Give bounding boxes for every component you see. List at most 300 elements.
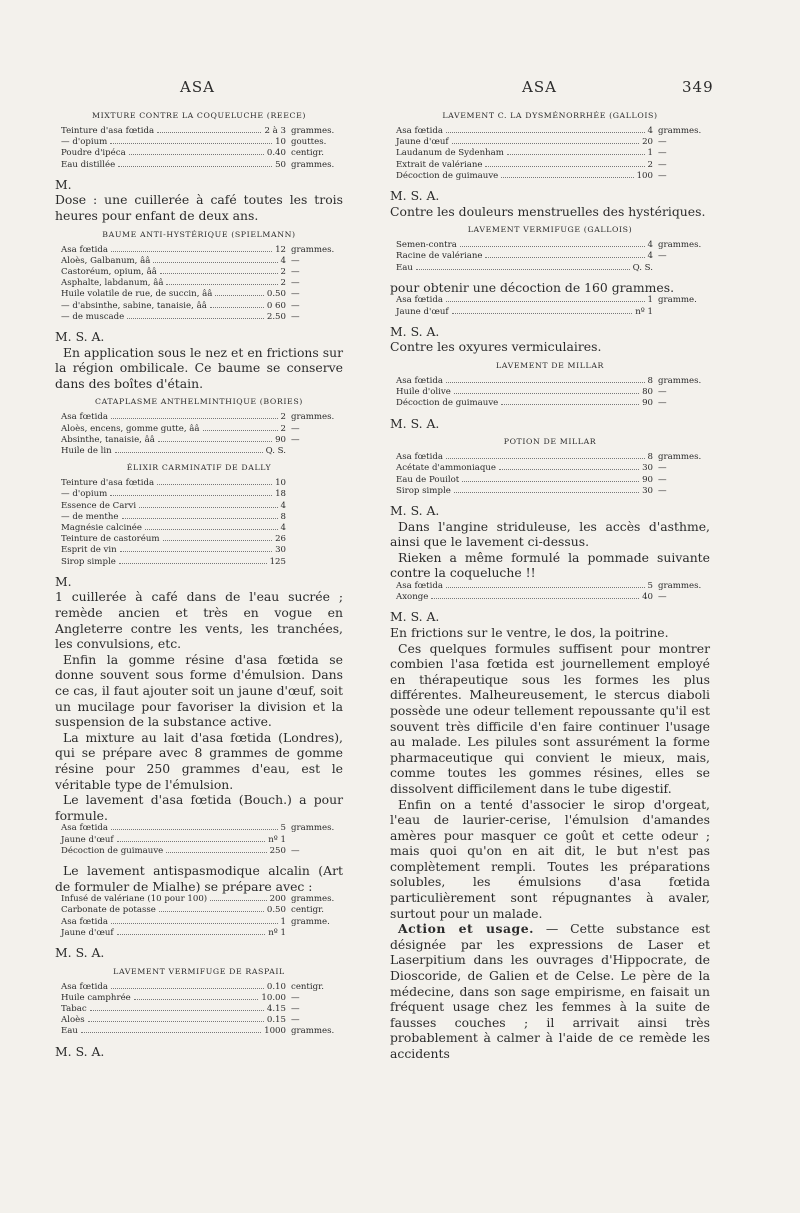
dot-leader <box>110 495 272 496</box>
ingredient-row <box>61 1026 343 1037</box>
ingredient-unit: centigr. <box>291 148 325 159</box>
dot-leader <box>431 598 639 599</box>
ingredient-name: Tabac <box>61 1003 87 1014</box>
ingredient-row <box>61 312 343 323</box>
paragraph <box>55 730 343 792</box>
dot-leader <box>81 1032 261 1033</box>
ingredient-name: Eau de Pouilot <box>396 474 460 485</box>
dot-leader <box>117 934 266 935</box>
ingredient-quantity: 8 <box>647 452 653 463</box>
ingredient-quantity: 2 <box>280 423 286 434</box>
dot-leader <box>119 563 267 564</box>
ingredient-name: Asa fœtida <box>61 916 108 927</box>
ingredient-row <box>396 592 710 603</box>
ingredient-quantity: 18 <box>275 489 286 500</box>
ingredient-name: Sirop simple <box>61 556 116 567</box>
ingredient-name: Teinture d'asa fœtida <box>61 478 155 489</box>
ingredient-unit: — <box>658 159 667 170</box>
dot-leader <box>446 587 645 588</box>
ingredient-name: Aloès, encens, gomme gutte, ââ <box>61 423 200 434</box>
ingredient-quantity: 1 <box>280 916 286 927</box>
ingredient-name: Asa fœtida <box>396 126 443 136</box>
ingredient-row <box>396 148 710 159</box>
ingredient-name: Eau distillée <box>61 159 116 170</box>
ingredient-row <box>61 424 343 435</box>
ingredient-quantity: 1000 <box>264 1026 286 1037</box>
ingredient-unit: — <box>658 474 667 485</box>
ingredient-row <box>61 301 343 312</box>
ingredient-quantity: 4 <box>647 126 653 136</box>
ingredient-row <box>396 398 710 409</box>
mix-instruction: M. S. A. <box>390 415 440 431</box>
dot-leader <box>166 284 277 285</box>
mix-instruction: M. S. A. <box>390 323 440 339</box>
ingredient-unit: — <box>291 1003 300 1014</box>
ingredient-row <box>61 523 343 534</box>
ingredient-unit: grammes. <box>658 240 702 251</box>
paragraph-text: Rieken a même formulé la pommade suivante contre la coqueluche !! <box>390 549 710 581</box>
ingredient-name: Semen-contra <box>396 240 457 251</box>
paragraph <box>390 280 710 296</box>
ingredient-quantity: 10 <box>275 478 286 489</box>
ingredient-name: Essence de Carvi <box>61 500 137 511</box>
dot-leader <box>454 492 639 493</box>
ingredient-unit: centigr. <box>291 981 325 992</box>
dot-leader <box>446 458 645 459</box>
ingredient-quantity: 4 <box>647 240 653 251</box>
recipe-table <box>396 126 710 182</box>
ingredient-name: Asa fœtida <box>61 981 108 992</box>
ingredient-unit: — <box>291 289 300 300</box>
ingredient-unit: grammes. <box>291 894 335 905</box>
ingredient-quantity: 50 <box>275 159 286 170</box>
paragraph <box>390 625 710 641</box>
dot-leader <box>111 829 278 830</box>
ingredient-quantity: 10.00 <box>261 992 286 1003</box>
ingredient-row <box>396 581 710 592</box>
paragraph-text: Dans l'angine striduleuse, les accès d'asthme, ainsi que le lavement ci-dessus. <box>390 518 710 550</box>
ingredient-quantity: 0.10 <box>266 981 286 992</box>
dot-leader <box>153 262 277 263</box>
ingredient-unit: — <box>658 170 667 181</box>
paragraph <box>390 550 710 581</box>
ingredient-row <box>61 557 343 568</box>
paragraph-text: La mixture au lait d'asa fœtida (Londres), qui se prépare avec 8 grammes de gomme résine pour 250 grammes d'eau, est le véritable type de l'émulsion. <box>55 729 343 792</box>
mix-instruction: M. S. A. <box>55 944 105 960</box>
paragraph <box>55 792 343 823</box>
ingredient-name: Asa fœtida <box>61 244 108 255</box>
ingredient-row <box>61 160 343 171</box>
ingredient-name: Asa fœtida <box>396 580 443 591</box>
ingredient-name: Sirop simple <box>396 485 451 496</box>
dot-leader <box>122 518 278 519</box>
ingredient-row <box>61 148 343 159</box>
mix-instruction: M. S. A. <box>55 1043 105 1059</box>
ingredient-unit: grammes. <box>291 412 335 423</box>
ingredient-quantity: 0 60 <box>266 300 286 311</box>
dot-leader <box>452 313 633 314</box>
ingredient-row <box>61 894 343 905</box>
ingredient-row <box>396 263 710 274</box>
ingredient-row <box>396 307 710 318</box>
right-column <box>390 105 710 1062</box>
ingredient-row <box>396 295 710 306</box>
ingredient-row <box>61 278 343 289</box>
dot-leader <box>139 507 277 508</box>
ingredient-name: Infusé de valériane (10 pour 100) <box>61 894 208 905</box>
dot-leader <box>120 551 272 552</box>
ingredient-name: Huile volatile de rue, de succin, ââ <box>61 289 213 300</box>
dot-leader <box>446 132 645 133</box>
recipe-table <box>396 581 710 603</box>
ingredient-row <box>61 545 343 556</box>
ingredient-name: Jaune d'œuf <box>61 927 114 938</box>
dot-leader <box>134 999 259 1000</box>
ingredient-name: Aloès <box>61 1015 85 1026</box>
ingredient-quantity: 4 <box>280 523 286 534</box>
ingredient-quantity: 30 <box>275 545 286 556</box>
ingredient-name: Teinture de castoréum <box>61 534 160 545</box>
ingredient-row <box>61 928 343 939</box>
ingredient-unit: — <box>291 278 300 289</box>
recipe-table <box>61 823 343 857</box>
dot-leader <box>110 143 272 144</box>
ingredient-quantity: 0.40 <box>266 148 286 159</box>
dot-leader <box>454 393 639 394</box>
dot-leader <box>160 273 278 274</box>
ingredient-quantity: 30 <box>642 485 653 496</box>
ingredient-quantity: 10 <box>275 137 286 148</box>
ingredient-unit: centigr. <box>291 905 325 916</box>
ingredient-unit: gramme. <box>658 295 697 306</box>
ingredient-name: Acétate d'ammoniaque <box>396 463 496 474</box>
ingredient-quantity: 4 <box>647 251 653 262</box>
ingredient-quantity: nº 1 <box>635 306 653 317</box>
ingredient-row <box>61 489 343 500</box>
ingredient-unit: grammes. <box>291 159 335 170</box>
dot-leader <box>210 900 266 901</box>
running-head-right: ASA <box>522 78 557 96</box>
ingredient-quantity: 200 <box>269 894 286 905</box>
ingredient-unit: — <box>658 592 667 603</box>
ingredient-name: Huile camphrée <box>61 992 131 1003</box>
paragraph-text: Dose : une cuillerée à café toutes les trois heures pour enfant de deux ans. <box>55 192 343 223</box>
ingredient-unit: — <box>291 423 300 434</box>
paragraph <box>390 797 710 922</box>
ingredient-quantity: 30 <box>642 463 653 474</box>
ingredient-row <box>61 137 343 148</box>
ingredient-quantity: nº 1 <box>268 927 286 938</box>
mix-instruction: M. S. A. <box>390 609 440 625</box>
ingredient-unit: — <box>291 434 300 445</box>
ingredient-quantity: 0.50 <box>266 289 286 300</box>
ingredient-quantity: 4.15 <box>266 1003 286 1014</box>
recipe-table <box>61 478 343 568</box>
ingredient-row <box>61 905 343 916</box>
ingredient-unit: — <box>291 300 300 311</box>
ingredient-name: Huile d'olive <box>396 387 451 398</box>
ingredient-row <box>61 256 343 267</box>
ingredient-quantity: 2 <box>280 267 286 277</box>
paragraph <box>390 641 710 797</box>
ingredient-unit: — <box>658 398 667 409</box>
recipe-table <box>396 452 710 497</box>
ingredient-row <box>61 917 343 928</box>
ingredient-unit: — <box>291 267 300 277</box>
ingredient-row <box>396 387 710 398</box>
ingredient-row <box>61 289 343 300</box>
ingredient-unit: grammes. <box>291 126 335 136</box>
ingredient-name: — d'absinthe, sabine, tanaisie, ââ <box>61 300 207 311</box>
ingredient-quantity: 26 <box>275 534 286 545</box>
ingredient-unit: — <box>658 137 667 148</box>
ingredient-row <box>61 1004 343 1015</box>
ingredient-name: Jaune d'œuf <box>396 306 449 317</box>
ingredient-name: Asa fœtida <box>396 295 443 306</box>
ingredient-quantity: 0.50 <box>266 905 286 916</box>
dot-leader <box>210 307 264 308</box>
ingredient-quantity: 250 <box>269 845 286 856</box>
dot-leader <box>159 911 264 912</box>
paragraph <box>390 921 710 1061</box>
ingredient-name: — de muscade <box>61 311 125 322</box>
ingredient-unit: — <box>291 255 300 266</box>
dot-leader <box>111 251 272 252</box>
ingredient-quantity: 2 <box>280 412 286 423</box>
ingredient-quantity: nº 1 <box>268 834 286 845</box>
ingredient-name: Décoction de guimauve <box>61 845 164 856</box>
paragraph-text: Enfin la gomme résine d'asa fœtida se donne souvent sous forme d'émulsion. Dans ce cas, il faut ajouter soit un jaune d'œuf, soit un mucilage pour favoriser la division et la suspension de la substance active. <box>55 651 343 730</box>
recipe-title: CATAPLASME ANTHELMINTHIQUE (BORIES) <box>95 397 303 407</box>
ingredient-name: Eau <box>61 1026 78 1037</box>
ingredient-row <box>396 463 710 474</box>
ingredient-row <box>396 126 710 137</box>
dot-leader <box>446 301 645 302</box>
ingredient-unit: — <box>291 992 300 1003</box>
ingredient-row <box>61 512 343 523</box>
ingredient-quantity: 5 <box>280 823 286 834</box>
paragraph-text: Contre les douleurs menstruelles des hystériques. <box>390 203 706 219</box>
ingredient-quantity: 2 à 3 <box>264 126 286 136</box>
dot-leader <box>485 257 644 258</box>
ingredient-name: Racine de valériane <box>396 251 483 262</box>
dot-leader <box>163 540 273 541</box>
paragraph-text: Ces quelques formules suffisent pour montrer combien l'asa fœtida est journellement employé en thérapeutique sous les formes les plus différentes. Malheureusement, le stercus diaboli possède une odeur tellement repoussante qu'il est souvent très difficile d'en faire continuer l'usage au malade. Les pilules sont assurément la forme pharmaceutique qui convient le mieux, mais, comme toutes les gommes résines, elles se dissolvent difficilement dans le tube digestif. <box>390 640 710 796</box>
ingredient-unit: grammes. <box>291 244 335 255</box>
ingredient-unit: — <box>291 1015 300 1026</box>
left-column <box>55 105 343 1059</box>
ingredient-quantity: 1 <box>647 295 653 306</box>
ingredient-name: Asa fœtida <box>396 376 443 386</box>
recipe-title: BAUME ANTI-HYSTÉRIQUE (SPIELMANN) <box>102 229 296 239</box>
dot-leader <box>127 318 264 319</box>
ingredient-row <box>396 475 710 486</box>
ingredient-quantity: 90 <box>642 474 653 485</box>
mix-instruction: M. <box>55 176 72 192</box>
paragraph <box>390 519 710 550</box>
recipe-table <box>61 894 343 939</box>
running-head-left: ASA <box>180 78 215 96</box>
mix-instruction: M. S. A. <box>55 329 105 345</box>
paragraph <box>55 652 343 730</box>
ingredient-unit: grammes. <box>658 376 702 386</box>
recipe-title: LAVEMENT VERMIFUGE (GALLOIS) <box>467 225 633 235</box>
recipe-title: LAVEMENT C. LA DYSMÉNORRHÉE (GALLOIS) <box>442 111 658 120</box>
ingredient-row <box>61 534 343 545</box>
dot-leader <box>462 481 639 482</box>
dot-leader <box>111 418 278 419</box>
recipe-title: ÉLIXIR CARMINATIF DE DALLY <box>126 463 272 473</box>
paragraph-text: En application sous le nez et en frictions sur la région ombilicale. Ce baume se conserve dans des boîtes d'étain. <box>55 344 343 391</box>
ingredient-name: — de menthe <box>61 511 119 522</box>
ingredient-quantity: 2 <box>280 278 286 289</box>
recipe-table <box>61 126 343 171</box>
dot-leader <box>501 177 633 178</box>
paragraph <box>55 863 343 894</box>
ingredient-name: Teinture d'asa fœtida <box>61 126 155 136</box>
dot-leader <box>129 154 264 155</box>
ingredient-name: Axonge <box>396 592 429 603</box>
paragraph <box>55 589 343 651</box>
recipe-title: POTION DE MILLAR <box>503 437 597 447</box>
ingredient-unit: — <box>291 311 300 322</box>
ingredient-quantity: 2.50 <box>266 311 286 322</box>
ingredient-row <box>61 446 343 457</box>
ingredient-name: Magnésie calcinée <box>61 523 142 534</box>
paragraph-text: En frictions sur le ventre, le dos, la poitrine. <box>390 624 669 640</box>
paragraph-text: — Cette substance est désignée par les expressions de Laser et Laserpitium dans les ouvrages d'Hippocrate, de Dioscoride, de Galien et de Celse. Le père de la médecine, dans son sage empirisme, en faisait un fréquent usage chez les femmes à la suite de fausses couches ; il arrivait ainsi très probablement à calmer à l'aide de ce remède les accidents <box>390 921 710 1062</box>
ingredient-unit: — <box>658 251 667 262</box>
ingredient-row <box>396 376 710 387</box>
recipe-table <box>396 376 710 410</box>
dot-leader <box>460 246 645 247</box>
recipe-table <box>396 240 710 274</box>
ingredient-name: Esprit de vin <box>61 545 117 556</box>
ingredient-name: Asa fœtida <box>396 452 443 463</box>
dot-leader <box>157 132 261 133</box>
ingredient-row <box>61 267 343 278</box>
ingredient-name: Asa fœtida <box>61 823 108 834</box>
ingredient-unit: grammes. <box>291 1026 335 1037</box>
ingredient-quantity: 8 <box>280 511 286 522</box>
ingredient-name: Aloès, Galbanum, ââ <box>61 255 151 266</box>
paragraph <box>390 339 710 355</box>
ingredient-quantity: 40 <box>642 592 653 603</box>
ingredient-row <box>61 435 343 446</box>
ingredient-row <box>61 823 343 834</box>
ingredient-row <box>61 126 343 137</box>
ingredient-name: Jaune d'œuf <box>61 834 114 845</box>
dot-leader <box>166 852 266 853</box>
recipe-table <box>61 982 343 1038</box>
dot-leader <box>485 166 644 167</box>
ingredient-quantity: 125 <box>269 556 286 567</box>
recipe-table <box>61 245 343 323</box>
ingredient-name: Asa fœtida <box>61 412 108 423</box>
ingredient-row <box>396 240 710 251</box>
ingredient-quantity: 8 <box>647 376 653 386</box>
ingredient-row <box>61 982 343 993</box>
ingredient-name: Poudre d'ipéca <box>61 148 126 159</box>
ingredient-name: Castoréum, opium, ââ <box>61 267 157 277</box>
dot-leader <box>507 154 645 155</box>
ingredient-unit: grammes. <box>658 580 702 591</box>
ingredient-unit: grammes. <box>291 823 335 834</box>
ingredient-quantity: 4 <box>280 255 286 266</box>
ingredient-unit: — <box>658 387 667 398</box>
paragraph-text: pour obtenir une décoction de 160 grammes. <box>390 279 675 295</box>
dot-leader <box>118 166 272 167</box>
ingredient-row <box>61 993 343 1004</box>
ingredient-unit: — <box>291 845 300 856</box>
ingredient-row <box>396 171 710 182</box>
dot-leader <box>499 469 639 470</box>
recipe-table <box>396 295 710 317</box>
ingredient-unit: grammes. <box>658 126 702 136</box>
ingredient-row <box>396 452 710 463</box>
mix-instruction: M. <box>55 573 72 589</box>
paragraph-text: Enfin on a tenté d'associer le sirop d'orgeat, l'eau de laurier-cerise, l'émulsion d'amandes amères pour masquer ce goût et cette odeur ; mais quoi qu'on en ait dit, le but n'est pas complètement rempli. Toutes les préparations solubles, les émulsions d'asa fœtida particulièrement sont répugnantes à avaler, surtout pour un malade. <box>390 796 710 921</box>
ingredient-quantity: 0.15 <box>266 1015 286 1026</box>
mix-instruction: M. S. A. <box>390 188 440 204</box>
ingredient-unit: — <box>658 485 667 496</box>
recipe-title: MIXTURE CONTRE LA COQUELUCHE (REECE) <box>92 111 306 120</box>
ingredient-quantity: 90 <box>275 434 286 445</box>
ingredient-name: Extrait de valériane <box>396 159 483 170</box>
ingredient-row <box>396 137 710 148</box>
ingredient-quantity: 2 <box>647 159 653 170</box>
ingredient-unit: grammes. <box>658 452 702 463</box>
dot-leader <box>90 1010 264 1011</box>
ingredient-name: Décoction de guimauve <box>396 398 499 409</box>
ingredient-quantity: 90 <box>642 398 653 409</box>
dot-leader <box>115 452 263 453</box>
ingredient-row <box>61 478 343 489</box>
ingredient-name: Eau <box>396 262 413 273</box>
ingredient-row <box>61 846 343 857</box>
ingredient-name: Absinthe, tanaisie, ââ <box>61 434 155 445</box>
recipe-title: LAVEMENT VERMIFUGE DE RASPAIL <box>113 966 285 976</box>
ingredient-quantity: 5 <box>647 580 653 591</box>
ingredient-unit: — <box>658 148 667 159</box>
ingredient-quantity: 100 <box>636 170 653 181</box>
ingredient-row <box>61 501 343 512</box>
ingredient-quantity: 1 <box>647 148 653 159</box>
paragraph-text: Le lavement antispasmodique alcalin (Art de formuler de Mialhe) se prépare avec : <box>55 862 343 894</box>
ingredient-name: Huile de lin <box>61 446 112 456</box>
ingredient-row <box>61 835 343 846</box>
ingredient-quantity: Q. S. <box>265 446 286 456</box>
ingredient-quantity: 80 <box>642 387 653 398</box>
ingredient-quantity: 20 <box>642 137 653 148</box>
ingredient-name: — d'opium <box>61 489 108 500</box>
dot-leader <box>117 841 266 842</box>
ingredient-name: — d'opium <box>61 137 108 148</box>
ingredient-name: Laudanum de Sydenham <box>396 148 504 159</box>
ingredient-unit: gramme. <box>291 916 330 927</box>
paragraph-text: Contre les oxyures vermiculaires. <box>390 339 602 355</box>
dot-leader <box>158 441 272 442</box>
dot-leader <box>145 529 278 530</box>
dot-leader <box>452 143 640 144</box>
dot-leader <box>416 269 630 270</box>
paragraph-text: 1 cuillerée à café dans de l'eau sucrée ; remède ancien et très en vogue en Angleterre contre les vents, les tranchées, les convulsions, etc. <box>55 589 343 652</box>
paragraph <box>390 204 710 220</box>
ingredient-unit: gouttes. <box>291 137 327 148</box>
ingredient-row <box>61 245 343 256</box>
dot-leader <box>446 382 645 383</box>
ingredient-quantity: 12 <box>275 244 286 255</box>
